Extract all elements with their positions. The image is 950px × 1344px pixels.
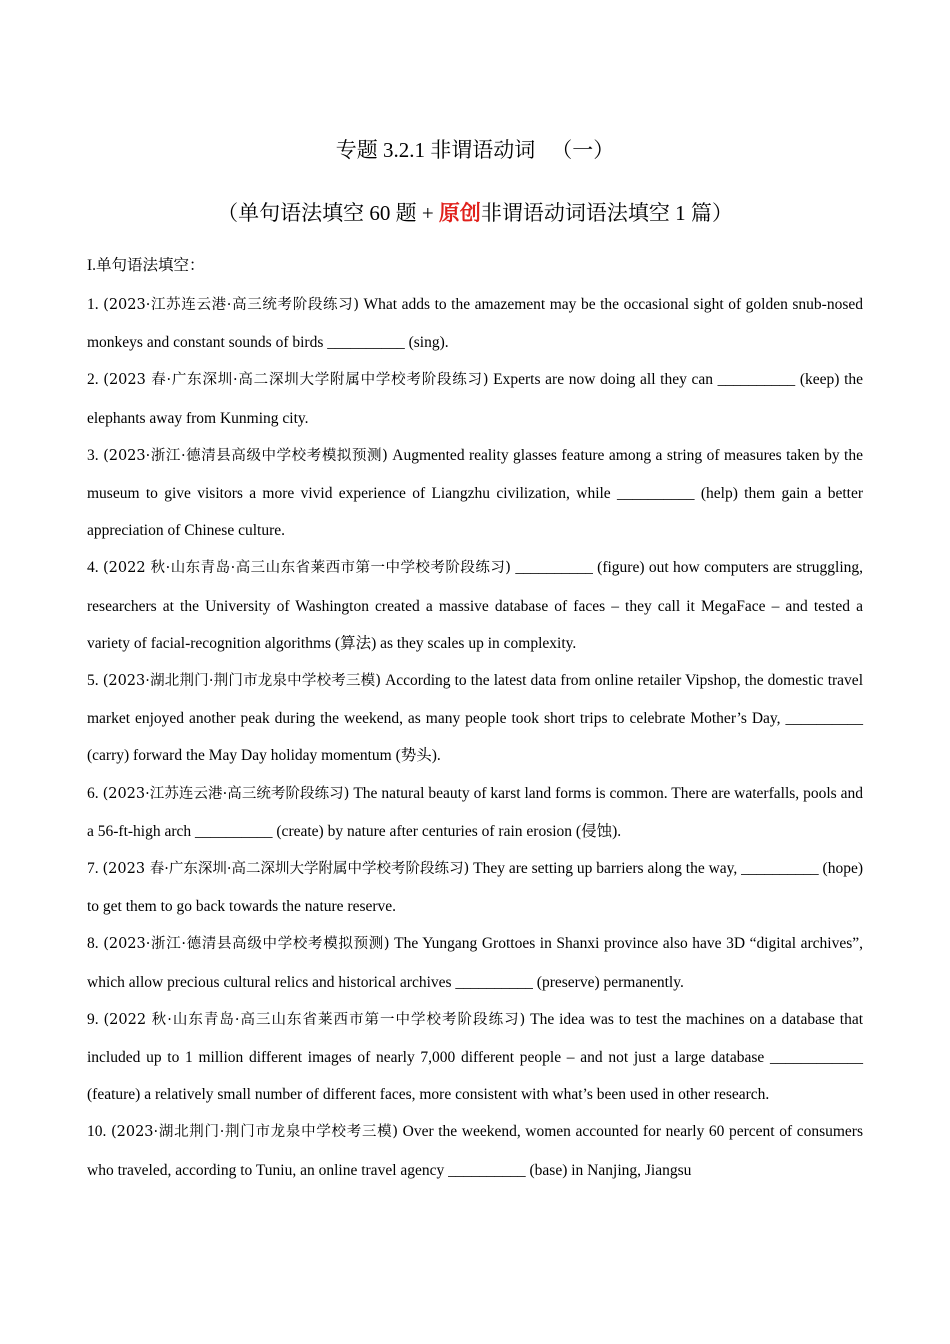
question-number: 8. — [87, 935, 99, 953]
question-number: 7. — [87, 860, 99, 878]
question-source: (2022 秋·山东青岛·高三山东省莱西市第一中学校考阶段练习) — [102, 560, 511, 577]
question-text: The Yungang Grottoes in Shanxi province also have 3D “digital archives”, which allow precious cultural relics and historical archives __________ (preserve) permanently. — [87, 935, 864, 991]
subtitle-highlight: 原创 — [438, 201, 481, 225]
question-item — [87, 775, 863, 850]
question-item — [87, 1001, 863, 1114]
question-number: 4. — [87, 559, 99, 577]
question-item — [87, 361, 863, 436]
question-source: (2023·江苏连云港·高三统考阶段练习) — [103, 297, 359, 313]
question-source: (2023·浙江·德清县高级中学校考模拟预测) — [103, 447, 388, 464]
question-source: (2023·江苏连云港·高三统考阶段练习) — [102, 785, 350, 802]
question-number: 6. — [87, 784, 99, 802]
question-text: Augmented reality glasses feature among a string of measures taken by the museum to give visitors a more vivid experience of Liangzhu civilization, while __________ (help) them gain a better appreciation of Chinese culture. — [87, 446, 863, 540]
question-item — [87, 437, 863, 550]
section-heading: I.单句语法填空： — [87, 257, 205, 274]
question-item — [87, 662, 863, 775]
question-item — [87, 925, 863, 1000]
exercise-content — [87, 251, 863, 1189]
question-number: 9. — [87, 1010, 99, 1028]
title-part: （一） — [551, 138, 615, 162]
question-item — [87, 286, 863, 361]
question-source: (2023 春·广东深圳·高二深圳大学附属中学校考阶段练习) — [103, 372, 489, 389]
question-number: 3. — [87, 446, 99, 464]
question-text: According to the latest data from online retailer Vipshop, the domestic travel market enjoyed another peak during the weekend, as many people took short trips to celebrate Mother’s Day, __________ (carry) forward the May Day holiday momentum (势头). — [87, 672, 863, 765]
question-text: The idea was to test the machines on a database that included up to 1 million different images of nearly 7,000 different people – and not just a large database ____________ (feature) a relatively small number of different faces, more consistent with what’s been used in other research. — [87, 1010, 864, 1104]
question-source: (2023·湖北荆门·荆门市龙泉中学校考三模) — [110, 1124, 399, 1141]
document-title — [0, 134, 950, 166]
question-text: They are setting up barriers along the way, __________ (hope) to get them to go back towards the nature reserve. — [87, 860, 864, 916]
question-text: Over the weekend, women accounted for nearly 60 percent of consumers who traveled, according to Tuniu, an online travel agency __________ (base) in Nanjing, Jiangsu — [87, 1123, 863, 1179]
question-item — [87, 850, 863, 925]
question-text: What adds to the amazement may be the occasional sight of golden snub-nosed monkeys and constant sounds of birds __________ (sing). — [87, 296, 863, 352]
question-source: (2023·湖北荆门·荆门市龙泉中学校考三模) — [102, 673, 382, 690]
document-subtitle — [0, 196, 950, 230]
question-text: __________ (figure) out how computers are struggling, researchers at the University of Washington created a massive database of faces – they call it MegaFace – and tested a variety of facial-recognition algorithms (算法) as they scales up in complexity. — [87, 559, 863, 652]
question-number: 2. — [87, 371, 99, 389]
question-source: (2023 春·广东深圳·高二深圳大学附属中学校考阶段练习) — [102, 861, 470, 878]
question-text: Experts are now doing all they can __________ (keep) the elephants away from Kunming city. — [87, 371, 864, 427]
question-text: The natural beauty of karst land forms is common. There are waterfalls, pools and a 56-ft-high arch __________ (create) by nature after centuries of rain erosion (侵蚀). — [87, 784, 863, 840]
subtitle-after: 非谓语动词语法填空 1 篇） — [480, 201, 733, 225]
question-number: 5. — [87, 672, 99, 690]
question-item — [87, 1113, 863, 1188]
question-number: 1. — [87, 296, 99, 313]
question-item — [87, 549, 863, 662]
title-main: 专题 3.2.1 非谓语动词 — [335, 138, 536, 162]
subtitle-before: （单句语法填空 60 题 + — [217, 201, 439, 225]
question-number: 10. — [87, 1123, 107, 1141]
question-source: (2023·浙江·德清县高级中学校考模拟预测) — [103, 936, 390, 953]
question-source: (2022 秋·山东青岛·高三山东省莱西市第一中学校考阶段练习) — [103, 1011, 526, 1028]
